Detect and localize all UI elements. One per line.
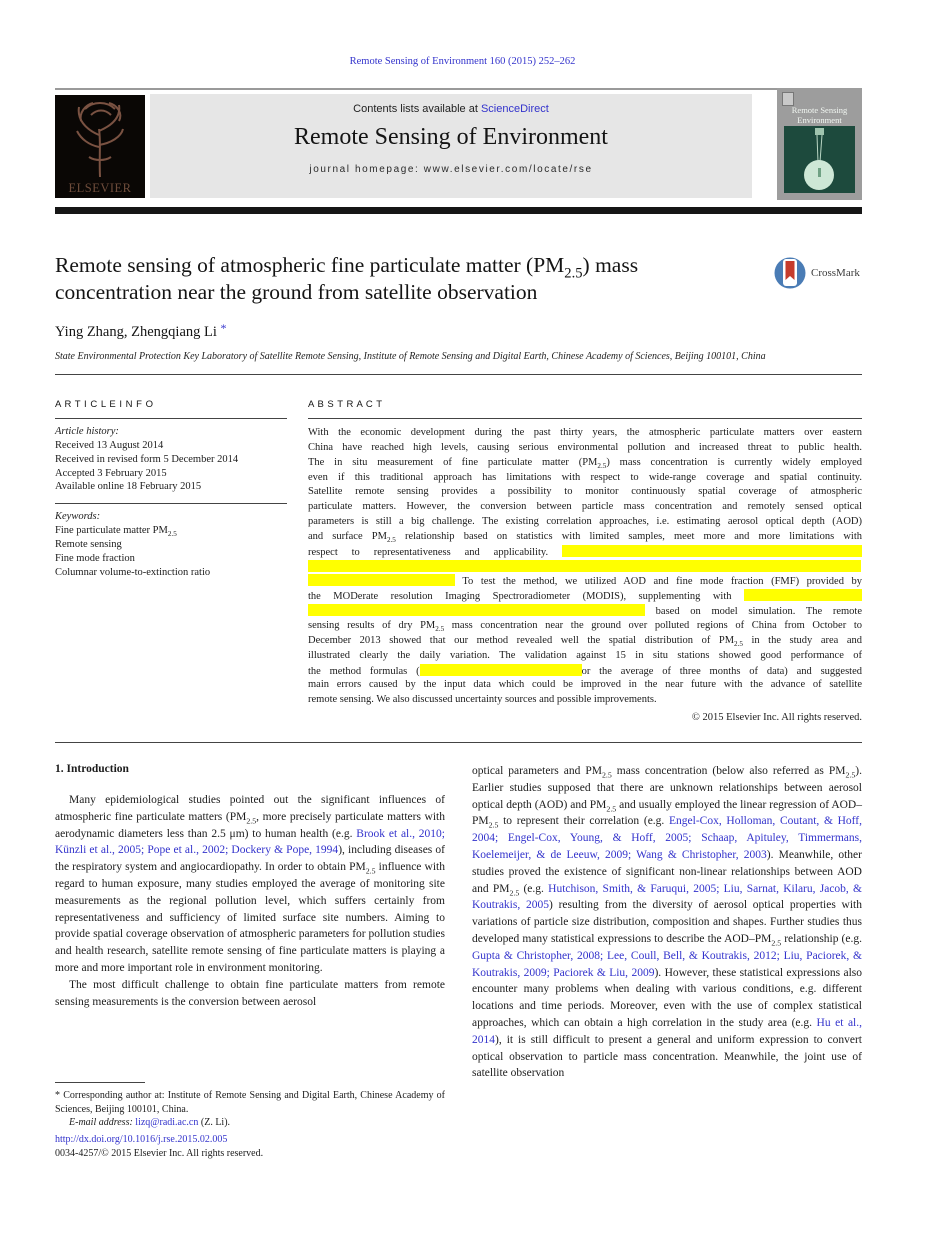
keyword-item: Fine particulate matter $PM_{2.5}$ — [55, 525, 177, 539]
masthead-divider-bar — [55, 207, 862, 214]
abstract-line: Satellite remote sensing provides a possibility to monitor continuously spatial coverage of atmospheric — [308, 486, 862, 498]
crossmark-icon — [773, 256, 807, 290]
keywords-label: Keywords: — [55, 511, 101, 523]
abstract-rule — [308, 418, 862, 419]
affiliation: State Environmental Protection Key Laboratory of Satellite Remote Sensing, Institute of Remote Sensing and Digital Earth, Chinese Academy of Sciences, Beijing 100101, China — [55, 351, 766, 362]
cover-title-line1: Remote Sensing — [791, 105, 848, 115]
elsevier-logo[interactable] — [55, 95, 145, 198]
intro-left-paragraphs — [55, 792, 445, 1010]
abstract-bottom-rule — [55, 742, 862, 743]
article-info-column — [55, 399, 287, 579]
abstract-line: The in situ measurement of fine particulate matter $(PM_{2.5})$ mass concentration is currently widely employed — [308, 456, 862, 470]
abstract-line: main errors caused by the input data which could be improved in the near future with the advance of satellite — [308, 679, 862, 691]
title-section-rule — [55, 374, 862, 375]
article-history-item: Received in revised form 5 December 2014 — [55, 453, 239, 465]
italic-label: E-mail address: — [69, 1117, 136, 1128]
subscript: 2.5 — [509, 887, 520, 897]
article-history-item: Received 13 August 2014 — [55, 440, 164, 451]
author-names: Ying Zhang, Zhengqiang Li — [55, 324, 221, 340]
abstract-copyright: © 2015 Elsevier Inc. All rights reserved. — [691, 712, 862, 724]
paragraph: The most difficult challenge to obtain fine particulate matters from remote sensing measurements is the conversion between aerosol — [55, 978, 445, 1008]
inline-link[interactable]: Brook et al., 2010; Künzli et al., 2005; Pope et al., 2002; Dockery & Pope, 1994 — [55, 827, 446, 857]
section-heading-introduction: 1. Introduction — [55, 763, 129, 775]
crossmark-badge[interactable] — [773, 256, 869, 294]
masthead-center-panel — [150, 94, 752, 198]
subscript: 2.5 — [597, 461, 607, 470]
inline-link[interactable]: lizq@radi.ac.cn — [135, 1117, 199, 1128]
keyword-item: Remote sensing — [55, 538, 122, 550]
inline-link[interactable]: Hutchison, Smith, & Faruqui, 2005; Liu, Sarnat, Kilaru, Jacob, & Koutrakis, 2005 — [472, 882, 862, 912]
subscript: 2.5 — [606, 803, 617, 813]
keywords-list — [55, 524, 287, 579]
subscript: 2.5 — [167, 530, 177, 539]
intro-right-paragraphs — [472, 763, 862, 1082]
subscript: 2.5 — [771, 938, 782, 948]
article-history-list — [55, 439, 287, 494]
paragraph: Many epidemiological studies pointed out the significant influences of atmospheric fine particulate matters ($PM_{2.5}$, more precisely particulate matters with aerodynamic diameters less than 2.5 μm) to human health (e.g. Brook et al., 2010; Künzli et al., 2005; Pope et al., 2002; Dockery & Pope, 1994), including diseases of the respiratory system and angiocardiopathy. In order to obtain $PM_{2.5}$ influence with regard to human exposure, many studies employed the average of monitoring site measurements as the regional pollution level, which suffers certainly from representativeness and sufficiency of limited surface site numbers. Aiming to provide spatial coverage observation of atmospheric parameters for pollution studies and health research, satellite remote sensing of fine particulate matters is playing a more and more important role in environment monitoring. — [55, 794, 446, 974]
article-info-heading: A R T I C L E I N F O — [55, 399, 154, 410]
crossmark-label: CrossMark — [811, 267, 860, 279]
author-line — [55, 321, 227, 341]
contents-prefix: Contents lists available at — [353, 103, 481, 115]
journal-masthead — [55, 94, 862, 198]
subscript: 2.5 — [386, 536, 396, 544]
highlight-redaction — [308, 604, 645, 616]
sciencedirect-link[interactable]: ScienceDirect — [480, 103, 549, 115]
cover-title-line2: Environment — [797, 114, 842, 125]
keyword-item: Fine mode fraction — [55, 552, 135, 564]
abstract-line: sensing results of dry $PM_{2.5}$ mass concentration near the ground over polluted regions of China from October to — [308, 619, 862, 634]
inline-link[interactable]: Engel-Cox, Holloman, Coutant, & Hoff, 2004; Engel-Cox, Young, & Hoff, 2005; Schaap, Apituley, Timmermans, Koelemeijer, & de Leeuw, 2009; Wang & Christopher, 2003 — [472, 815, 863, 861]
highlight-redaction — [562, 545, 862, 557]
abstract-line: With the economic development during the past thirty years, the atmospheric particulate matters over eastern — [308, 427, 862, 438]
corresponding-author-mark[interactable]: * — [220, 321, 227, 335]
abstract-line: respect to representativeness and applicability. — [308, 545, 862, 560]
subscript: 2.5 — [564, 265, 583, 282]
article-title: Remote sensing of atmospheric fine particulate matter $(PM_{2.5})$ mass concentration near the ground from satellite observation — [55, 253, 639, 304]
elsevier-tree-icon — [55, 95, 145, 183]
abstract-line: remote sensing. We also discussed uncertainty sources and possible improvements. — [308, 694, 657, 706]
corresponding-author-note: * Corresponding author at: Institute of Remote Sensing and Digital Earth, Chinese Academy of Sciences, Beijing 100101, China. — [55, 1090, 445, 1115]
journal-citation-link[interactable]: Remote Sensing of Environment 160 (2015) 252–262 — [349, 56, 576, 67]
abstract-line: based on model simulation. The remote — [308, 604, 862, 619]
subscript: 2.5 — [488, 820, 499, 830]
footnote-block — [55, 1082, 445, 1130]
footnote-rule — [55, 1082, 145, 1083]
abstract-heading: A B S T R A C T — [308, 399, 383, 410]
subscript: 2.5 — [365, 866, 376, 876]
highlight-redaction — [308, 560, 861, 572]
subscript: 2.5 — [845, 770, 856, 780]
abstract-line: and surface $PM_{2.5}$ relationship based on statistics with limited samples, meet more and more limitations with — [308, 530, 862, 544]
rights-line: 0034-4257/© 2015 Elsevier Inc. All rights reserved. — [55, 1148, 264, 1159]
abstract-column — [308, 399, 862, 725]
abstract-line: To test the method, we utilized AOD and fine mode fraction (FMF) provided by — [308, 574, 862, 589]
abstract-line: the method formulas ( or the average of three months of data) and suggested — [308, 665, 862, 677]
email-line: E-mail address: lizq@radi.ac.cn (Z. Li). — [69, 1117, 231, 1128]
highlight-redaction — [744, 589, 862, 601]
info-separator-rule — [55, 503, 287, 504]
cover-pendulum-icon — [784, 126, 855, 193]
article-info-rule — [55, 418, 287, 419]
abstract-line — [308, 560, 862, 575]
abstract-line: China have reached high levels, causing serious environmental pollution and increased threat to public health. — [308, 441, 862, 453]
abstract-text — [308, 426, 862, 708]
contents-line — [150, 94, 752, 115]
abstract-line: December 2013 showed that our method revealed well the spatial distribution of $PM_{2.5}$ in the study area and — [308, 634, 862, 648]
body-column-right — [472, 763, 862, 1082]
abstract-line: illustrated clearly the daily variation. The validation against 15 in situ stations showed good performance of — [308, 649, 862, 661]
journal-title: Remote Sensing of Environment — [294, 124, 608, 150]
journal-cover-thumbnail — [777, 88, 862, 200]
abstract-line: even if this traditional approach has limitations with respect to wide-range coverage and spatial continuity. — [308, 471, 862, 483]
abstract-line: particulate matters. However, the conversion between particle mass concentration and remotely sensed optical — [308, 501, 862, 513]
doi-link[interactable]: http://dx.doi.org/10.1016/j.rse.2015.02.005 — [55, 1134, 228, 1145]
body-column-left — [55, 763, 445, 1010]
inline-link[interactable]: Hu et al., 2014 — [472, 1016, 862, 1046]
cover-title — [777, 106, 862, 125]
abstract-line: the MODerate resolution Imaging Spectroradiometer (MODIS), supplementing with — [308, 589, 862, 604]
article-history-label: Article history: — [55, 426, 119, 437]
article-history-item: Accepted 3 February 2015 — [55, 467, 167, 479]
journal-homepage-link[interactable]: journal homepage: www.elsevier.com/locate/rse — [309, 164, 593, 175]
cover-publisher-mark-icon — [782, 92, 794, 106]
subscript: 2.5 — [602, 770, 612, 780]
article-history-item: Available online 18 February 2015 — [55, 481, 202, 493]
page-footer — [55, 1133, 263, 1161]
elsevier-wordmark: ELSEVIER — [68, 181, 132, 195]
abstract-line: parameters is still a big challenge. The existing correlation approaches, i.e. estimating aerosol optical depth (AOD) — [308, 516, 862, 528]
subscript: 2.5 — [246, 816, 257, 826]
subscript: 2.5 — [435, 625, 445, 634]
highlight-redaction — [420, 664, 582, 676]
keyword-item: Columnar volume-to-extinction ratio — [55, 566, 211, 578]
paragraph: optical parameters and $PM_{2.5}$ mass concentration (below also referred as $PM_{2.5}$). Earlier studies supposed that there are unknown relationships between aerosol optical depth (AOD) and $PM_{2.5}$ and usually employed the linear regression of AOD–$PM_{2.5}$ to represent their correlation (e.g. Engel-Cox, Holloman, Coutant, & Hoff, 2004; Engel-Cox, Young, & Hoff, 2005; Schaap, Apituley, Timmermans, Koelemeijer, & de Leeuw, 2009; Wang & Christopher, 2003). Meanwhile, other studies proved the existence of significant non-linear relationships between AOD and $PM_{2.5}$ (e.g. Hutchison, Smith, & Faruqui, 2005; Liu, Sarnat, Kilaru, Jacob, & Koutrakis, 2005) resulting from the diversity of aerosol optical properties with variations of particle size distribution, composition and shapes. Further studies thus developed many statistical expressions to describe the AOD–$PM_{2.5}$ relationship (e.g. Gupta & Christopher, 2008; Lee, Coull, Bell, & Koutrakis, 2012; Liu, Paciorek, & Koutrakis, 2009; Paciorek & Liu, 2009). However, these statistical expressions also encounter many problems when dealing with various conditions, e.g. different locations and time periods. Moreover, even with the use of complex statistical approaches, which can obtain a high correlation in the study area (e.g. Hu et al., 2014), it is still difficult to present a general and uniform expression to convert optical observation to particle mass concentration. Meanwhile, the joint use of satellite observation — [472, 765, 863, 1080]
top-rule — [55, 88, 862, 90]
highlight-redaction — [308, 574, 455, 586]
subscript: 2.5 — [734, 639, 743, 648]
cover-art-panel — [784, 126, 855, 193]
inline-link[interactable]: Gupta & Christopher, 2008; Lee, Coull, Bell, & Koutrakis, 2012; Liu, Paciorek, & Koutrakis, 2009; Paciorek & Liu, 2009 — [472, 949, 862, 979]
